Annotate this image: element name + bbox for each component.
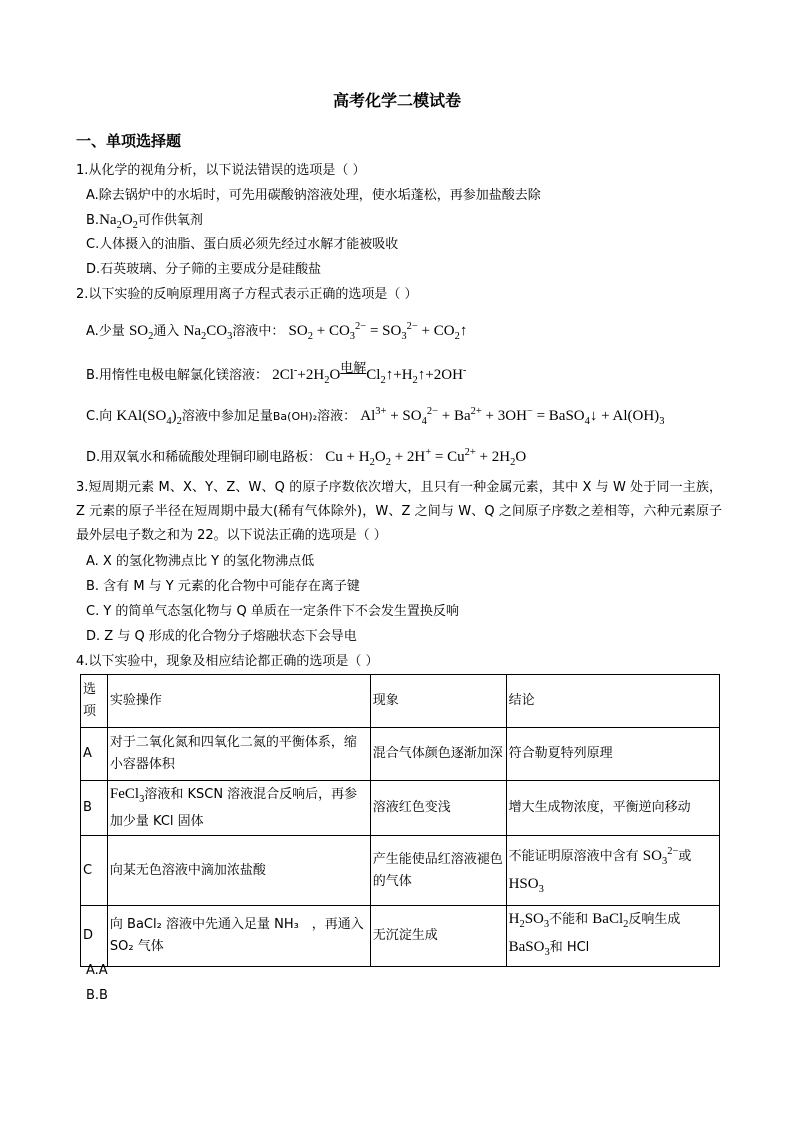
q1-option-b[interactable] <box>86 211 203 235</box>
row-d-h2so3: $H_2SO_3$ <box>508 911 550 930</box>
header-conclusion: 结论 <box>506 675 719 728</box>
row-b-option: B <box>81 781 108 836</box>
page-title: 高考化学二模试卷 <box>332 91 461 110</box>
q2-option-a[interactable] <box>86 318 467 346</box>
row-a-option: A <box>81 728 108 781</box>
row-b-operation <box>107 781 370 836</box>
row-d-bacl2: BaCl$_2$ <box>592 911 629 930</box>
q2-b-electrolysis-label: 电解 <box>340 361 367 376</box>
row-b-conclusion: 增大生成物浓度，平衡逆向移动 <box>506 781 719 836</box>
q2-a-so2: $SO_2$ <box>128 323 154 342</box>
header-operation: 实验操作 <box>107 675 370 728</box>
row-d-mid2: 反响生成 <box>628 912 681 927</box>
q2-a-na2co3: $Na_2CO_3$ <box>183 323 233 342</box>
q2-option-b[interactable] <box>86 362 466 390</box>
q1-option-c[interactable]: C.人体摄入的油脂、蛋白质必须先经过水解才能被吸收 <box>86 237 399 252</box>
header-phenomenon: 现象 <box>370 675 506 728</box>
q2-d-equation: $Cu + H_2O_2 + 2H^+ = Cu^{2+} + 2H_2O$ <box>325 447 527 468</box>
q2-b-equation: $2Cl^-+2H_2O$电解$Cl_2↑+H_2↑+2OH^-$ <box>272 361 467 386</box>
section-heading: 一、单项选择题 <box>76 132 182 150</box>
q4-option-b[interactable]: B.B <box>86 988 108 1003</box>
row-c-operation: 向某无色溶液中滴加浓盐酸 <box>107 836 370 906</box>
table-row <box>81 836 720 906</box>
row-d-mid1: 不能和 <box>549 912 589 927</box>
q3-option-d[interactable]: D. Z 与 Q 形成的化合物分子熔融状态下会导电 <box>86 629 357 644</box>
header-option: 选项 <box>81 675 108 728</box>
q4-stem: 4.以下实验中，现象及相应结论都正确的选项是（ ） <box>76 654 379 669</box>
row-b-fecl3: FeCl$_3$ <box>109 786 145 805</box>
q2-a-equation: $SO_2 + CO_3^{2-} = SO_3^{2-}$ + $CO_2↑$ <box>288 321 468 342</box>
row-a-conclusion: 符合勒夏特列原理 <box>506 728 719 781</box>
table-row <box>81 728 720 781</box>
q2-a-mid1: 通入 <box>153 324 180 339</box>
q3-option-c[interactable]: C. Y 的简单气态氢化物与 Q 单质在一定条件下不会发生置换反响 <box>86 604 459 619</box>
q2-a-prefix: A.少量 <box>86 324 125 339</box>
q1-option-b-formula: $Na_2O_2$ <box>99 212 138 231</box>
q2-a-mid2: 溶液中： <box>232 324 285 339</box>
row-a-phenomenon: 混合气体颜色逐渐加深 <box>370 728 506 781</box>
row-c-conclusion-mid: 或 <box>678 848 692 864</box>
row-d-option: D <box>81 906 108 967</box>
q2-c-equation: $Al^{3+} + SO_4^{2-} + Ba^{2+} + 3OH^-$ = BaSO$_4$↓ + $Al(OH)_3$ <box>360 406 665 427</box>
row-c-hso3: $HSO_3$ <box>508 875 544 895</box>
q2-stem: 2.以下实验的反响原理用离子方程式表示正确的选项是（ ） <box>76 287 418 302</box>
table-row <box>81 906 720 967</box>
row-d-baso3: BaSO$_3$ <box>508 939 550 958</box>
row-d-phenomenon: 无沉淀生成 <box>370 906 506 967</box>
q4-option-a[interactable]: A.A <box>86 963 108 978</box>
q1-option-b-prefix: B. <box>86 213 100 228</box>
row-c-conclusion <box>506 836 719 906</box>
row-a-operation: 对于二氧化氮和四氧化二氮的平衡体系，缩小容器体积 <box>107 728 370 781</box>
q2-option-d[interactable] <box>86 444 526 472</box>
q2-c-reagent: Ba(OH)₂ <box>272 410 318 423</box>
q1-option-a[interactable]: A.除去锅炉中的水垢时，可先用碳酸钠溶液处理，使水垢蓬松，再参加盐酸去除 <box>86 188 541 203</box>
q2-b-prefix: B.用惰性电极电解氯化镁溶液： <box>86 368 269 383</box>
q3-option-a[interactable]: A. X 的氢化物沸点比 Y 的氢化物沸点低 <box>86 554 315 569</box>
row-c-conclusion-prefix: 不能证明原溶液中含有 <box>508 848 639 864</box>
q1-stem: 1.从化学的视角分析，以下说法错误的选项是（ ） <box>76 163 366 178</box>
q3-option-b[interactable]: B. 含有 M 与 Y 元素的化合物中可能存在离子键 <box>86 579 360 594</box>
row-b-operation-text: 溶液和 KSCN 溶液混合反响后，再参加少量 KCl 固体 <box>109 787 358 829</box>
q2-c-suffix: 溶液： <box>317 409 357 424</box>
q1-option-b-suffix: 可作供氧剂 <box>137 213 203 228</box>
table-row <box>81 781 720 836</box>
q2-c-prefix: C.向 <box>86 409 113 424</box>
q2-c-kal: $KAl(SO_4)_2$ <box>116 408 182 427</box>
row-c-phenomenon: 产生能使品红溶液褪色的气体 <box>370 836 506 906</box>
q2-c-mid: 溶液中参加足量 <box>181 409 273 424</box>
row-c-option: C <box>81 836 108 906</box>
row-b-phenomenon: 溶液红色变浅 <box>370 781 506 836</box>
q4-table <box>80 674 720 967</box>
table-header-row <box>81 675 720 728</box>
row-d-operation: 向 BaCl₂ 溶液中先通入足量 NH₃ ，再通入 SO₂ 气体 <box>107 906 370 967</box>
row-d-conclusion <box>506 906 719 967</box>
q1-option-d[interactable]: D.石英玻璃、分子筛的主要成分是硅酸盐 <box>86 262 322 277</box>
row-d-suffix: 和 HCl <box>549 940 590 955</box>
q3-stem: 3.短周期元素 M、X、Y、Z、W、Q 的原子序数依次增大，且只有一种金属元素，其中 X 与 W 处于同一主族，Z 元素的原子半径在短周期中最大(稀有气体除外)，W、Z 之间与 W、Q 之间原子序数之差相等，六种元素原子最外层电子数之和为 22。以下说法正确的选项是（ ） <box>76 480 722 543</box>
row-c-so3: $SO_3^{2-}$ <box>642 845 679 867</box>
q2-option-c[interactable] <box>86 403 664 431</box>
q2-d-prefix: D.用双氧水和稀硫酸处理铜印刷电路板： <box>86 450 322 465</box>
